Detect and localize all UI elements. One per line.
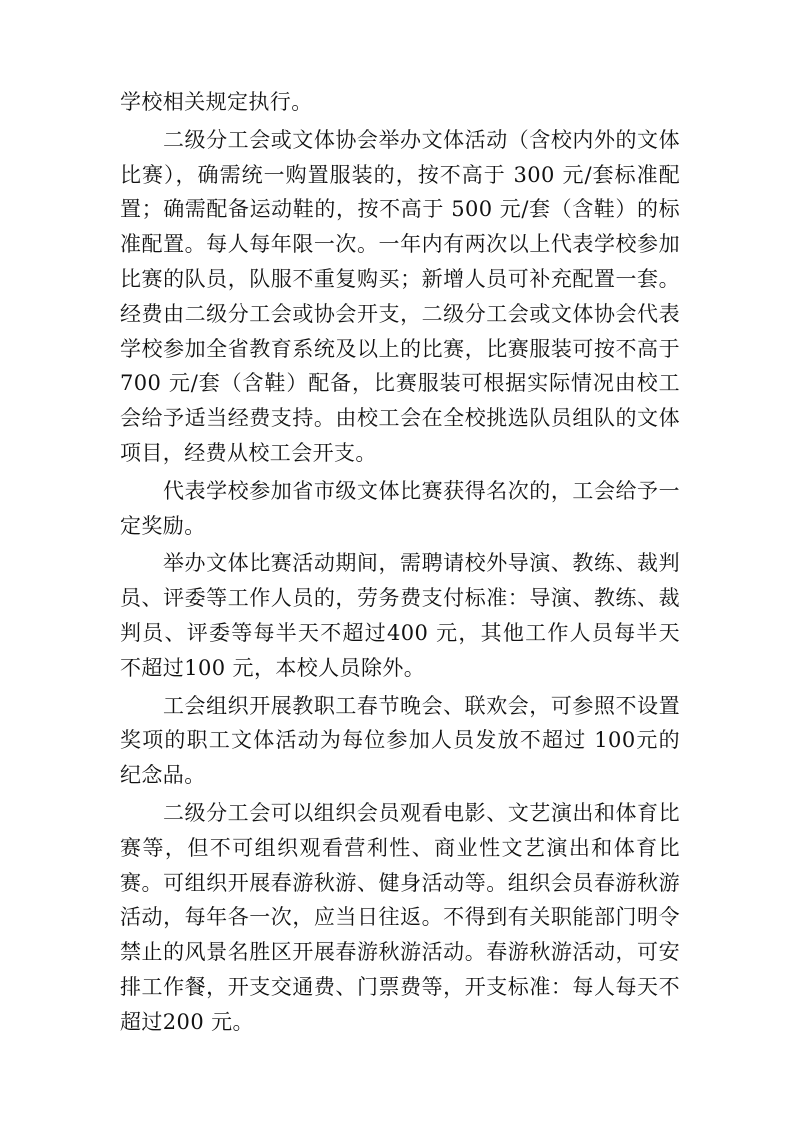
paragraph-award-policy: 代表学校参加省市级文体比赛获得名次的，工会给予一定奖励。 xyxy=(120,478,680,538)
paragraph-gala-souvenir: 工会组织开展教职工春节晚会、联欢会，可参照不设置奖项的职工文体活动为每位参加人员发放不超过 100元的纪念品。 xyxy=(120,693,680,788)
paragraph-labor-fee: 举办文体比赛活动期间，需聘请校外导演、教练、裁判员、评委等工作人员的，劳务费支付标准：导演、教练、裁判员、评委等每半天不超过400 元，其他工作人员每半天不超过100 元，本校人员除外。 xyxy=(120,551,680,680)
paragraph-continuation: 学校相关规定执行。 xyxy=(120,90,313,114)
document-body xyxy=(120,85,680,1043)
paragraph-uniform-policy: 二级分工会或文体协会举办文体活动（含校内外的文体比赛），确需统一购置服装的，按不高于 300 元/套标准配置；确需配备运动鞋的，按不高于 500 元/套（含鞋）的标准配置。每人每年限一次。一年内有两次以上代表学校参加比赛的队员，队服不重复购买；新增人员可补充配置一套。经费由二级分工会或协会开支，二级分工会或文体协会代表学校参加全省教育系统及以上的比赛，比赛服装可按不高于 700 元/套（含鞋）配备，比赛服装可根据实际情况由校工会给予适当经费支持。由校工会在全校挑选队员组队的文体项目，经费从校工会开支。 xyxy=(120,127,680,465)
paragraph-outing-policy: 二级分工会可以组织会员观看电影、文艺演出和体育比赛等，但不可组织观看营利性、商业性文艺演出和体育比赛。可组织开展春游秋游、健身活动等。组织会员春游秋游活动，每年各一次，应当日往返。不得到有关职能部门明令禁止的风景名胜区开展春游秋游活动。春游秋游活动，可安排工作餐，开支交通费、门票费等，开支标准：每人每天不超过200 元。 xyxy=(120,800,680,1034)
